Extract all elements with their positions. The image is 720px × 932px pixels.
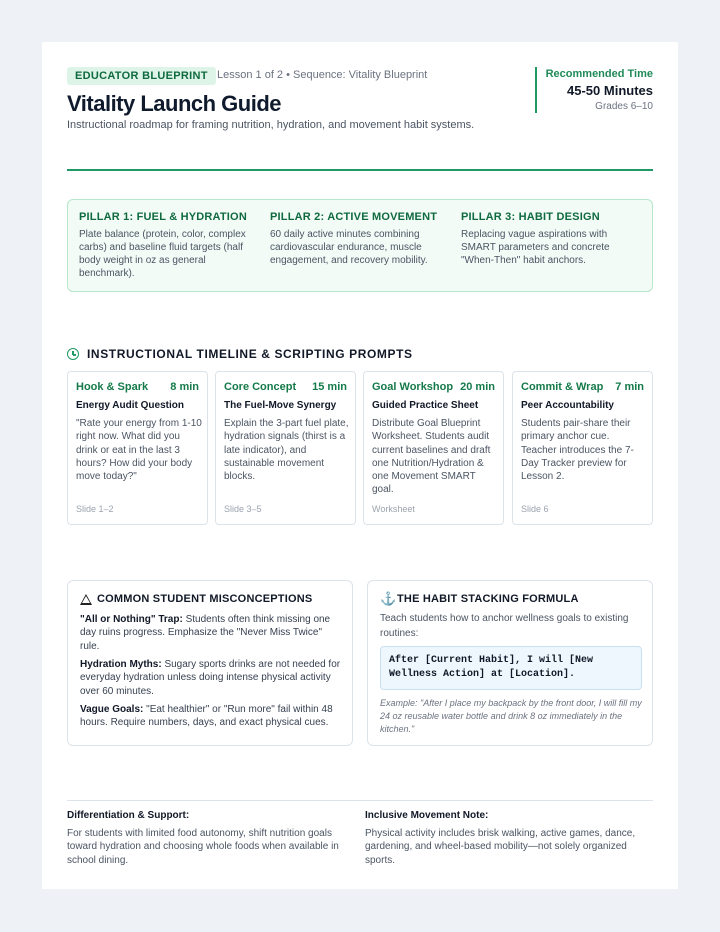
inclusive-title: Inclusive Movement Note: [365,810,489,821]
warning-icon [80,594,92,605]
pillar-title: PILLAR 3: HABIT DESIGN [461,211,600,223]
step-subtitle: Energy Audit Question [76,400,184,411]
timeline-step-hook [67,371,208,525]
timeline-step-commit-wrap [512,371,653,525]
recommended-time-box [535,67,653,113]
inclusive-movement-note [365,810,650,867]
misconception-item [80,613,342,653]
habit-formula: After [Current Habit], I will [New Wellness Action] at [Location]. [380,646,642,690]
habit-stacking-title: THE HABIT STACKING FORMULA [397,593,579,605]
pillar-title: PILLAR 2: ACTIVE MOVEMENT [270,211,438,223]
differentiation-text: For students with limited food autonomy, shift nutrition goals toward hydration and choosing whole foods when available in school dining. [67,828,339,866]
timeline-title: INSTRUCTIONAL TIMELINE & SCRIPTING PROMPTS [87,347,413,361]
time-value: 45-50 Minutes [567,83,653,98]
step-duration: 15 min [312,381,347,393]
pillar-fuel-hydration [79,211,257,280]
habit-stacking-card [367,580,653,746]
grade-range: Grades 6–10 [595,101,653,112]
misconception-label: Hydration Myths: [80,659,162,670]
step-resource: Slide 3–5 [224,504,262,514]
lesson-meta: Lesson 1 of 2 • Sequence: Vitality Blueprint [217,69,428,81]
step-title: Commit & Wrap [521,381,604,393]
timeline-step-goal-workshop [363,371,504,525]
pillar-active-movement [270,211,448,267]
pillar-text: 60 daily active minutes combining cardiovascular endurance, muscle engagement, and recovery mobility. [270,229,428,266]
step-title: Hook & Spark [76,381,149,393]
step-duration: 7 min [615,381,644,393]
step-text: "Rate your energy from 1-10 right now. What did you drink or eat in the last 3 hours? How did your body move today?" [76,418,202,483]
page-subtitle: Instructional roadmap for framing nutrition, hydration, and movement habit systems. [67,119,475,131]
timeline-step-core-concept [215,371,356,525]
step-subtitle: Peer Accountability [521,400,614,411]
misconception-text: Students often think missing one day ruins progress. Emphasize the "Never Miss Twice" rule. [80,614,331,652]
step-duration: 8 min [170,381,199,393]
step-text: Students pair-share their primary anchor cue. Teacher introduces the 7-Day Tracker preview for Lesson 2. [521,418,634,483]
page-header [67,67,653,171]
pillar-text: Replacing vague aspirations with SMART parameters and concrete "When-Then" habit anchors. [461,229,610,266]
misconception-label: "All or Nothing" Trap: [80,614,183,625]
step-duration: 20 min [460,381,495,393]
misconception-text: "Eat healthier" or "Run more" fail within 48 hours. Require numbers, days, and exact physical cues. [80,704,333,729]
step-resource: Slide 6 [521,504,549,514]
page-title: Vitality Launch Guide [67,91,282,116]
step-title: Goal Workshop [372,381,454,393]
misconceptions-title: COMMON STUDENT MISCONCEPTIONS [97,593,313,605]
inclusive-text: Physical activity includes brisk walking, active games, dance, gardening, and wheel-based mobility—not solely organized sports. [365,828,636,866]
page-footer [67,800,653,866]
timeline-steps [67,371,653,525]
misconception-label: Vague Goals: [80,704,144,715]
misconceptions-card [67,580,353,746]
lesson-page [42,42,678,889]
habit-example: Example: "After I place my backpack by the front door, I will fill my 24 oz reusable water bottle and drink 8 oz immediately in the kitchen." [380,698,642,734]
misconception-text: Sugary sports drinks are not needed for everyday hydration unless doing intense physical activity over 60 minutes. [80,659,341,697]
pillar-title: PILLAR 1: FUEL & HYDRATION [79,211,247,223]
step-text: Explain the 3-part fuel plate, hydration signals (thirst is a late indicator), and sustainable movement blocks. [224,418,349,483]
pillars-panel [67,199,653,292]
anchor-icon: ⚓ [380,591,397,606]
time-label: Recommended Time [545,68,653,80]
educator-badge: EDUCATOR BLUEPRINT [67,67,216,85]
clock-icon [67,348,79,360]
step-subtitle: Guided Practice Sheet [372,400,479,411]
step-text: Distribute Goal Blueprint Worksheet. Students audit current baselines and draft one Nutrition/Hydration & one Movement SMART goal. [372,418,491,496]
step-resource: Slide 1–2 [76,504,114,514]
step-subtitle: The Fuel-Move Synergy [224,400,337,411]
misconception-item [80,703,342,730]
step-title: Core Concept [224,381,297,393]
pillar-text: Plate balance (protein, color, complex carbs) and baseline fluid targets (half body weight in oz as general benchmark). [79,229,246,279]
differentiation-title: Differentiation & Support: [67,810,190,821]
habit-stacking-intro: Teach students how to anchor wellness goals to existing routines: [380,613,629,639]
misconception-item [80,658,342,698]
pillar-habit-design [461,211,639,267]
differentiation-note [67,810,352,867]
step-resource: Worksheet [372,504,415,514]
